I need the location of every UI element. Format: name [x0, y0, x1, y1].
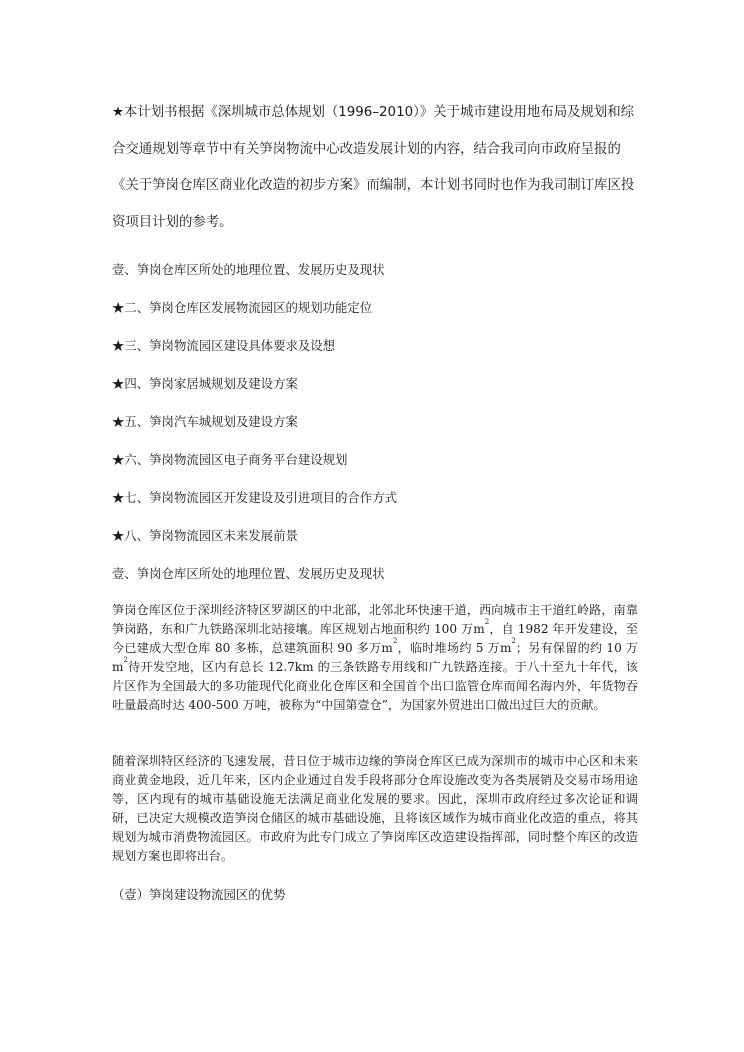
subsection-heading: （壹）笋岗建设物流园区的优势: [112, 887, 286, 902]
toc-item-3: ★三、笋岗物流园区建设具体要求及设想: [112, 338, 336, 353]
body-paragraph-location: 笋岗仓库区位于深圳经济特区罗湖区的中北部，北邻北环快速干道，西向城市主干道红岭路，南靠笋岗路，东和广九铁路深圳北站接壤。库区规划占地面积约 100 万$m^2$，自 1982 年开发建设，至今已建成大型仓库 80 多栋，总建筑面积 90 多万$m^2$，临时堆场约 5 万$m^2$；另有保留的约 10 万$m^2$待开发空地，区内有总长 12.7km 的三条铁路专用线和广九铁路连接。于八十至九十年代，该片区作为全国最大的多功能现代化商业化仓库区和全国首个出口监管仓库而闻名海内外，年货物吞吐量最高时达 400-500 万吨，被称为“中国第壹仓”，为国家外贸进出口做出过巨大的贡献。: [112, 603, 639, 712]
intro-paragraph: ★本计划书根据《深圳城市总体规划（1996–2010）》关于城市建设用地布局及规划和综合交通规划等章节中有关笋岗物流中心改造发展计划的内容，结合我司向市政府呈报的《关于笋岗仓库区商业化改造的初步方案》而编制，本计划书同时也作为我司制订库区投资项目计划的参考。: [112, 105, 635, 230]
toc-item-1: 壹、笋岗仓库区所处的地理位置、发展历史及现状: [112, 262, 385, 277]
section-heading: 壹、笋岗仓库区所处的地理位置、发展历史及现状: [112, 566, 385, 581]
toc-item-7: ★七、笋岗物流园区开发建设及引进项目的合作方式: [112, 490, 397, 505]
toc-item-6: ★六、笋岗物流园区电子商务平台建设规划: [112, 452, 348, 467]
toc-item-8: ★八、笋岗物流园区未来发展前景: [112, 528, 298, 543]
toc-item-2: ★二、笋岗仓库区发展物流园区的规划功能定位: [112, 300, 373, 315]
toc-item-4: ★四、笋岗家居城规划及建设方案: [112, 376, 298, 391]
toc-item-5: ★五、笋岗汽车城规划及建设方案: [112, 414, 298, 429]
body-paragraph-development: 随着深圳特区经济的飞速发展，昔日位于城市边缘的笋岗仓库区已成为深圳市的城市中心区和未来商业黄金地段，近几年来，区内企业通过自发手段将部分仓库设施改变为各类展销及交易市场用途等，区内现有的城市基础设施无法满足商业化发展的要求。因此，深圳市政府经过多次论证和调研，已决定大规模改造笋岗仓储区的城市基础设施，且将该区域作为城市商业化改造的重点，将其规划为城市消费物流园区。市政府为此专门成立了笋岗库区改造建设指挥部，同时整个库区的改造规划方案也即将出台。: [112, 754, 638, 863]
